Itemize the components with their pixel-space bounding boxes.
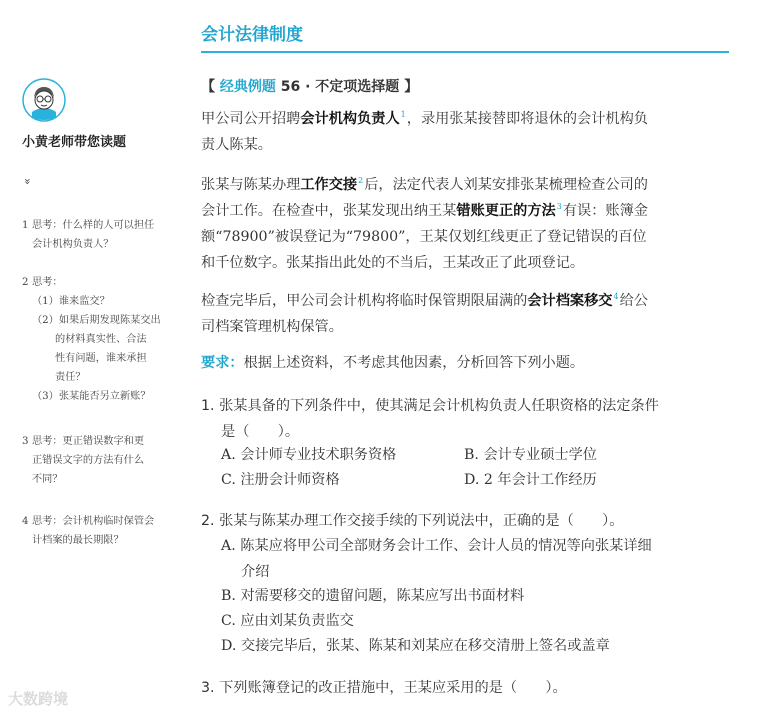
q1-option-c[interactable]: C. 注册会计师资格 xyxy=(221,472,340,488)
chapter-title: 会计法律制度 xyxy=(201,25,303,45)
q1-option-a[interactable]: A. 会计师专业技术职务资格 xyxy=(221,447,397,463)
paragraph-3: 检查完毕后，甲公司会计机构将临时保管期限届满的会计档案移交$^4$给公 司档案管理机构保管。 xyxy=(201,292,648,335)
q2-option-c[interactable]: C. 应由刘某负责监交 xyxy=(221,613,354,629)
header-divider xyxy=(201,51,729,53)
sidebar-title: 小黄老师带您读题 xyxy=(22,135,127,150)
q1-option-b[interactable]: B. 会计专业硕士学位 xyxy=(464,447,597,463)
chevron-down-icon: » xyxy=(21,178,34,185)
q1-option-d[interactable]: D. 2 年会计工作经历 xyxy=(464,472,597,488)
question-1: 1. 张某具备的下列条件中，使其满足会计机构负责人任职资格的法定条件 是（ ）。 xyxy=(201,398,659,440)
example-title: 【 经典例题 56 · 不定项选择题 】 xyxy=(201,79,419,95)
paragraph-2: 张某与陈某办理工作交接$^2$后，法定代表人刘某安排张某梳理检查公司的 会计工作。在检查中，张某发现出纳王某错账更正的方法$^3$有误：账簿金 额“78900”被误登记为“79800”，王某仅划红线更正了登记错误的百位 和千位数字。张某指出此处的不当后，王某改正了此项登记。 xyxy=(201,176,648,271)
q2-option-d[interactable]: D. 交接完毕后，张某、陈某和刘某应在移交清册上签名或盖章 xyxy=(221,638,610,654)
sidebar-note-1: 1 思考：什么样的人可以担任 会计机构负责人？ xyxy=(22,220,155,250)
question-3: 3. 下列账簿登记的改正措施中，王某应采用的是（ ）。 xyxy=(201,680,567,696)
paragraph-1: 甲公司公开招聘会计机构负责人$^1$，录用张某接替即将退休的会计机构负 责人陈某。 xyxy=(201,110,648,153)
watermark-logo: 大数跨境 xyxy=(8,690,69,708)
requirement: 要求：根据上述资料，不考虑其他因素，分析回答下列小题。 xyxy=(201,355,585,371)
teacher-avatar-icon xyxy=(22,78,66,122)
question-2: 2. 张某与陈某办理工作交接手续的下列说法中，正确的是（ ）。 xyxy=(201,513,624,529)
q2-option-a[interactable]: A. 陈某应将甲公司全部财务会计工作、会计人员的情况等向张某详细 介绍 xyxy=(221,538,652,580)
sidebar-note-4: 4 思考：会计机构临时保管会 计档案的最长期限？ xyxy=(22,516,155,546)
q2-option-b[interactable]: B. 对需要移交的遗留问题，陈某应写出书面材料 xyxy=(221,588,525,604)
sidebar-note-2: 2 思考： （1）谁来监交？ （2）如果后期发现陈某交出 的材料真实性、合法 性有问题，谁来承担 责任？ （3）张某能否另立新账？ xyxy=(22,277,161,402)
sidebar-note-3: 3 思考：更正错误数字和更 正错误文字的方法有什么 不同？ xyxy=(22,436,145,485)
